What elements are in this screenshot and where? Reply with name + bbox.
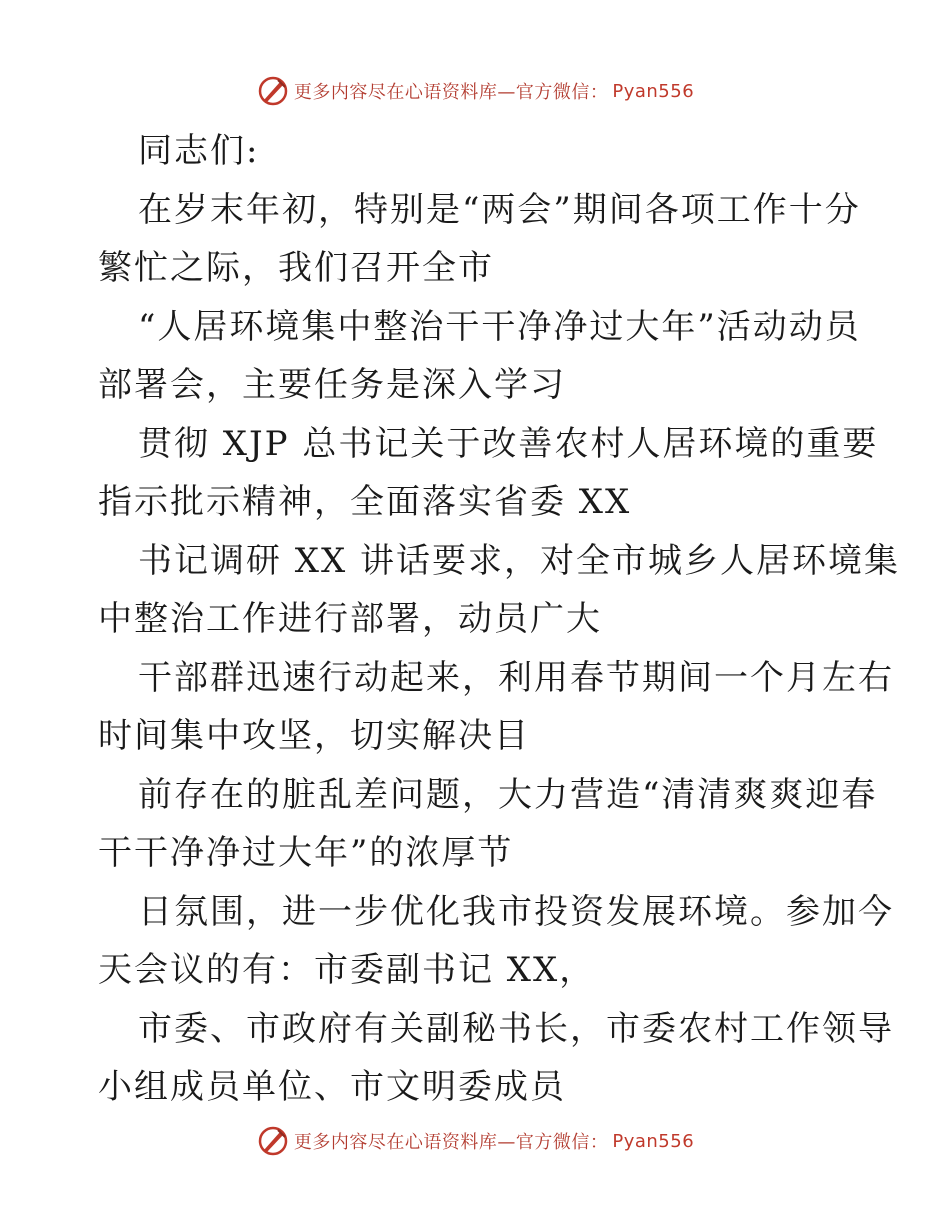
body-line: 市委、市政府有关副秘书长，市委农村工作领导: [138, 1008, 894, 1049]
body-line: 部署会，主要任务是深入学习: [98, 365, 566, 405]
quill-pen-logo-icon: [256, 1124, 290, 1158]
quill-pen-logo-icon: [256, 74, 290, 108]
body-line: 前存在的脏乱差问题，大力营造“清清爽爽迎春: [138, 774, 878, 815]
body-line: 小组成员单位、市文明委成员: [98, 1067, 566, 1107]
body-line: 干部群迅速行动起来，利用春节期间一个月左右: [138, 657, 894, 698]
body-line: 指示批示精神，全面落实省委 XX: [98, 482, 632, 522]
header-wechat-id: Pyan556: [612, 80, 695, 102]
body-line: “人居环境集中整治干干净净过大年”活动动员: [138, 306, 861, 347]
body-line: 同志们:: [138, 131, 260, 171]
header-banner-text: 更多内容尽在心语资料库—官方微信：: [293, 82, 609, 103]
footer-banner-text: 更多内容尽在心语资料库—官方微信：: [293, 1132, 609, 1153]
body-line: 书记调研 XX 讲话要求，对全市城乡人居环境集: [138, 540, 901, 581]
body-line: 贯彻 XJP 总书记关于改善农村人居环境的重要: [138, 423, 879, 464]
footer-banner: [0, 1121, 950, 1161]
footer-wechat-id: Pyan556: [612, 1130, 695, 1152]
header-banner: [0, 71, 950, 111]
body-line: 繁忙之际，我们召开全市: [98, 248, 494, 288]
body-line: 在岁末年初，特别是“两会”期间各项工作十分: [138, 189, 861, 230]
body-line: 时间集中攻坚，切实解决目: [98, 716, 530, 756]
body-line: 中整治工作进行部署，动员广大: [98, 599, 602, 639]
document-body: [98, 122, 901, 1117]
body-line: 天会议的有：市委副书记 XX，: [98, 950, 596, 990]
body-line: 日氛围，进一步优化我市投资发展环境。参加今: [138, 891, 894, 932]
body-line: 干干净净过大年”的浓厚节: [98, 833, 514, 873]
